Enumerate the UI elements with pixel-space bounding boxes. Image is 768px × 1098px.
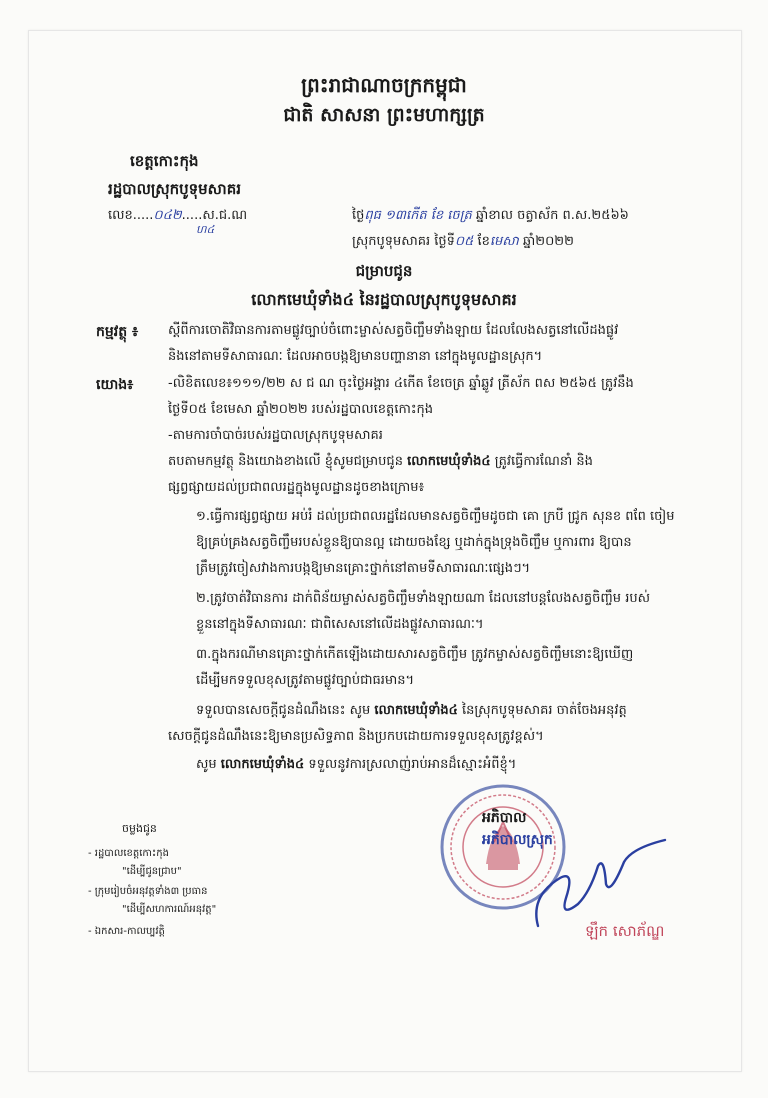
kingdom-title: ព្រះរាជាណាចក្រកម្ពុជា — [301, 73, 467, 97]
closing-line — [196, 756, 516, 775]
salutation-respect: ជម្រាបជូន — [355, 262, 413, 280]
solar-date-line — [352, 233, 574, 252]
reference-line-3: -តាមការចាំបាច់របស់រដ្ឋបាលស្រុកបូទុមសាគរ — [168, 428, 383, 443]
reference-label: យោង៖ — [96, 377, 134, 393]
conc1-text-b: នៃស្រុកបូទុមសាគរ ចាត់ចែងអនុវត្ត — [457, 703, 627, 718]
item-2-line-2: ខ្លួននៅក្នុងទីសាធារណៈ ជាពិសេសនៅលើដងផ្លូវសាធារណៈ។ — [196, 617, 484, 632]
conclusion-line-2: សេចក្តីជូនដំណឹងនេះឱ្យមានប្រសិទ្ធភាព និងប្រកបដោយការទទួលខុសត្រូវខ្ពស់។ — [168, 729, 544, 744]
lunar-prefix: ថ្ងៃ — [352, 208, 365, 223]
solar-day: ០៥ — [454, 234, 474, 249]
solar-suffix: ឆ្នាំ២០២២ — [518, 234, 574, 249]
lunar-suffix: ឆ្នាំខាល ចត្វាស័ក ព.ស.២៥៦៦ — [471, 208, 629, 223]
lunar-hand: ពុធ ១៣កើត ខែ ចេត្រ — [364, 208, 472, 223]
reference-line-1: -លិខិតលេខ៖១១១/២២ ស ជ ណ ចុះថ្ងៃអង្គារ ៤កើត ខែចេត្រ ឆ្នាំឆ្លូវ ត្រីស័ក ពស ២៥៦៥ ត្រូវនឹង — [168, 376, 634, 391]
solar-month: មេសា — [489, 234, 519, 249]
conc1-text-a: ទទួលបានសេចក្តីជូនដំណឹងនេះ សូម — [196, 703, 375, 718]
ref-number: ០៤២ — [153, 208, 182, 223]
subject-line-1: ស្តីពីការចោតិវិធានការតាមផ្លូវច្បាប់ចំពោះម្ចាស់សត្វចិញ្ចឹមទាំងឡាយ ដែលលែងសត្វនៅលើដងផ្លូវ — [168, 323, 619, 338]
item-1-line-3: ត្រឹមត្រូវចៀសវាងការបង្កឱ្យមានគ្រោះថ្នាក់នៅតាមទីសាធារណៈផ្សេងៗ។ — [196, 561, 531, 576]
conc3-text-a: សូម — [196, 757, 221, 772]
issuer-district: រដ្ឋបាលស្រុកបូទុមសាគរ — [108, 180, 242, 198]
item-3-line-2: ដើម្បីមកទទួលខុសត្រូវតាមផ្លូវច្បាប់ជាធរមាន។ — [196, 673, 415, 688]
intro-text-b: ត្រូវធ្វើការណែនាំ និង — [490, 454, 593, 469]
signatory-title-1: អភិបាល — [482, 810, 527, 826]
subject-line-2: និងនៅតាមទីសាធារណៈ ដែលអាចបង្កឱ្យមានបញ្ហានានា នៅក្នុងមូលដ្ឋានស្រុក។ — [168, 349, 543, 364]
national-motto: ជាតិ សាសនា ព្រះមហាក្សត្រ — [283, 104, 485, 126]
signatory-title-2: អភិបាលស្រុក — [482, 832, 553, 848]
cc-title: ចម្លងជូន — [122, 822, 157, 835]
conc1-emphasis: លោកមេឃុំទាំង៤ — [374, 703, 458, 718]
cc-item-1-note: "ដើម្បីជូនជ្រាប" — [122, 866, 182, 877]
subject-label: កម្មវត្ថុ ៖ — [96, 324, 139, 340]
solar-prefix: ស្រុកបូទុមសាគរ ថ្ងៃទី — [352, 234, 455, 249]
cc-item-1: - រដ្ឋបាលខេត្តកោះកុង — [88, 848, 170, 859]
conclusion-line-1 — [196, 702, 627, 721]
ref-mid: .....ស.ជ.ណ — [181, 208, 248, 223]
intro-paragraph-line-2: ផ្សព្វផ្សាយដល់ប្រជាពលរដ្ឋក្នុងមូលដ្ឋានដូចខាងក្រោម៖ — [168, 480, 425, 495]
signature-icon — [520, 826, 670, 936]
item-1-line-1: ១.ធ្វើការផ្សព្វផ្សាយ អប់រំ ដល់ប្រជាពលរដ្ឋដែលមានសត្វចិញ្ចឹមដូចជា គោ ក្របី ជ្រូក សុនខ ពពែ ចៀម — [196, 509, 675, 524]
reference-number-line — [108, 207, 248, 236]
intro-text-a: តបតាមកម្មវត្ថុ និងយោងខាងលើ ខ្ញុំសូមជម្រាបជូន — [168, 454, 408, 469]
ref-hand-mark: ហ៤ — [196, 223, 215, 236]
cc-item-3: - ឯកសារ-កាលប្បវត្តិ — [88, 926, 165, 937]
item-2-line-1: ២.ត្រូវចាត់វិធានការ ដាក់ពិន័យម្ចាស់សត្វចិញ្ចឹមទាំងឡាយណា ដែលនៅបន្តលែងសត្វចិញ្ចឹម របស់ — [196, 591, 650, 606]
issuer-province: ខេត្តកោះកុង — [130, 152, 199, 170]
salutation-recipient: លោកមេឃុំទាំង៤ នៃរដ្ឋបាលស្រុកបូទុមសាគរ — [251, 290, 517, 309]
intro-paragraph — [168, 453, 593, 472]
signatory-name: ឡឹក សោភ័ណ្ឌ — [585, 922, 665, 940]
lunar-date-line — [352, 207, 629, 226]
ref-prefix: លេខ..... — [108, 208, 154, 223]
intro-emphasis: លោកមេឃុំទាំង៤ — [407, 454, 491, 469]
item-3-line-1: ៣.ក្នុងករណីមានគ្រោះថ្នាក់កើតឡើងដោយសារសត្វចិញ្ចឹម ត្រូវកម្ចាស់សត្វចិញ្ចឹមនោះឱ្យឃើញ — [196, 647, 634, 662]
reference-line-2: ថ្ងៃទី០៥ ខែមេសា ឆ្នាំ២០២២ របស់រដ្ឋបាលខេត្តកោះកុង — [168, 402, 434, 417]
conc3-emphasis: លោកមេឃុំទាំង៤ — [220, 757, 305, 772]
conc3-text-b: ទទួលនូវការស្រលាញ់រាប់អានដ៏ស្មោះអំពីខ្ញុំ។ — [304, 757, 517, 772]
cc-item-2-note: "ដើម្បីសហការណ៍អនុវត្ត" — [122, 904, 217, 915]
solar-mid: ខែ — [473, 234, 490, 249]
cc-item-2: - ក្រុមរៀបចំអនុវត្តទាំង៣ ប្រធាន — [88, 886, 208, 897]
item-1-line-2: ឱ្យគ្រប់គ្រងសត្វចិញ្ចឹមរបស់ខ្លួនឱ្យបានល្អ ដោយចងខ្សែ ឬដាក់ក្នុងទ្រុងចិញ្ចឹម ឬការពារ ឱ្យបាន — [196, 535, 632, 550]
